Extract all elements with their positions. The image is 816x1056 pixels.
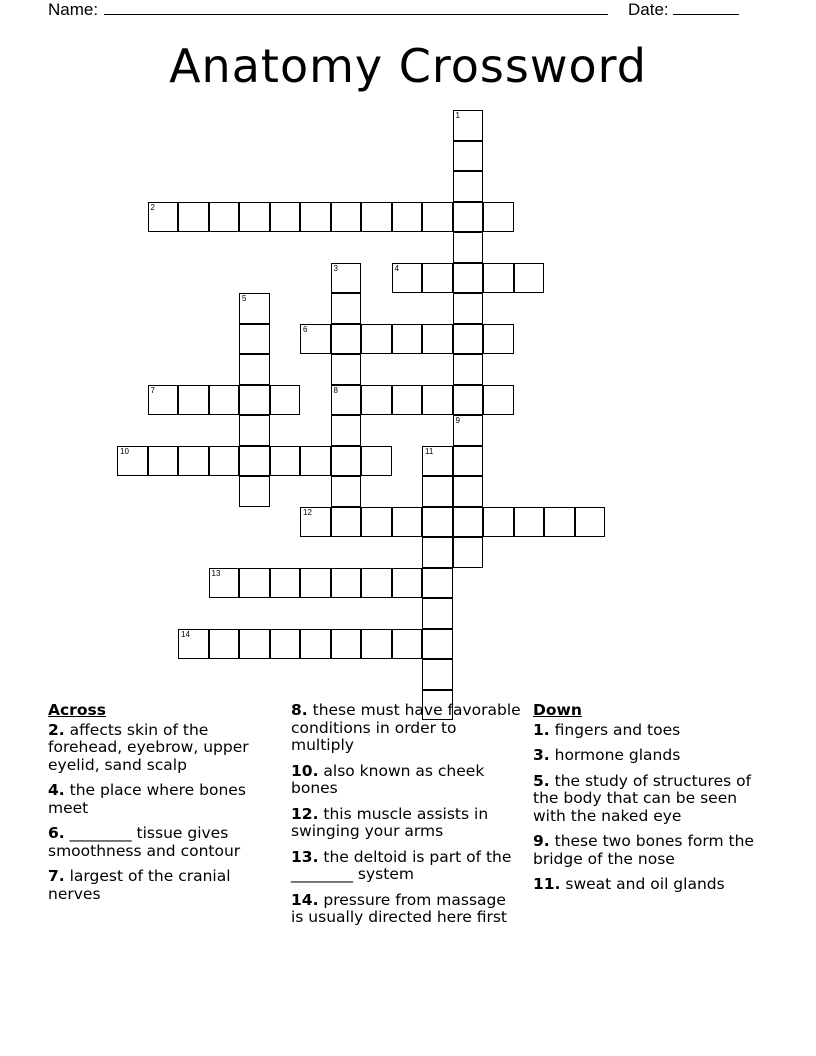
crossword-cell[interactable] xyxy=(392,263,423,294)
crossword-cell[interactable] xyxy=(392,324,423,355)
clue-item-number: 11. xyxy=(533,875,561,893)
clue-number: 7 xyxy=(150,385,155,395)
clue-item xyxy=(48,868,270,903)
clue-item-text: fingers and toes xyxy=(549,720,681,739)
crossword-cell[interactable] xyxy=(422,385,453,416)
clue-number: 11 xyxy=(425,446,434,456)
name-label: Name: xyxy=(48,0,99,19)
crossword-cell[interactable] xyxy=(209,446,240,477)
crossword-cell[interactable] xyxy=(392,568,423,599)
crossword-cell[interactable] xyxy=(453,446,484,477)
clue-item-text: also known as cheek bones xyxy=(291,761,485,797)
crossword-cell[interactable] xyxy=(392,629,423,660)
crossword-cell[interactable] xyxy=(453,263,484,294)
crossword-cell[interactable] xyxy=(300,629,331,660)
crossword-cell[interactable] xyxy=(239,629,270,660)
clue-item-text: these must have favorable conditions in order to multiply xyxy=(291,701,521,754)
crossword-cell[interactable] xyxy=(239,293,270,324)
crossword-cell[interactable] xyxy=(361,629,392,660)
crossword-cell[interactable] xyxy=(453,537,484,568)
clue-item-text: sweat and oil glands xyxy=(560,875,725,893)
clue-item-number: 13. xyxy=(291,847,319,866)
clue-number: 2 xyxy=(150,202,155,212)
crossword-cell[interactable] xyxy=(239,476,270,507)
crossword-cell[interactable] xyxy=(422,507,453,538)
clue-item-text: largest of the cranial nerves xyxy=(48,867,231,903)
crossword-cell[interactable] xyxy=(453,141,484,172)
crossword-cell[interactable] xyxy=(483,324,514,355)
crossword-cell[interactable] xyxy=(544,507,575,538)
crossword-cell[interactable] xyxy=(575,507,606,538)
crossword-cell[interactable] xyxy=(422,202,453,233)
clue-number: 9 xyxy=(455,416,460,425)
crossword-cell[interactable] xyxy=(483,263,514,294)
page-title: Anatomy Crossword xyxy=(169,39,647,93)
crossword-cell[interactable] xyxy=(483,385,514,416)
crossword-cell[interactable] xyxy=(331,568,362,599)
clue-item xyxy=(48,722,270,775)
crossword-cell[interactable] xyxy=(239,415,270,446)
clue-item-text: affects skin of the forehead, eyebrow, upper eyelid, sand scalp xyxy=(48,720,249,774)
down-heading: Down xyxy=(533,701,582,719)
crossword-cell[interactable] xyxy=(392,385,423,416)
crossword-cell[interactable] xyxy=(453,354,484,385)
crossword-cell[interactable] xyxy=(453,171,484,202)
clue-item-number: 9. xyxy=(533,832,550,850)
clue-item-number: 5. xyxy=(533,771,550,790)
clue-number: 13 xyxy=(211,568,221,578)
crossword-cell[interactable] xyxy=(453,324,484,355)
crossword-cell[interactable] xyxy=(422,629,453,660)
crossword-cell[interactable] xyxy=(514,263,545,294)
crossword-cell[interactable] xyxy=(331,446,362,477)
down-clues-column xyxy=(533,702,773,902)
crossword-cell[interactable] xyxy=(453,507,484,538)
across-clues-column-continued xyxy=(291,702,523,935)
crossword-cell[interactable] xyxy=(453,385,484,416)
clue-item-number: 2. xyxy=(48,720,65,739)
clue-item-number: 10. xyxy=(291,761,319,780)
crossword-cell[interactable] xyxy=(300,324,331,355)
crossword-cell[interactable] xyxy=(422,476,453,507)
crossword-cell[interactable] xyxy=(453,202,484,233)
crossword-cell[interactable] xyxy=(300,446,331,477)
crossword-cell[interactable] xyxy=(209,568,240,599)
crossword-cell[interactable] xyxy=(148,446,179,477)
crossword-cell[interactable] xyxy=(331,354,362,385)
crossword-cell[interactable] xyxy=(361,507,392,538)
crossword-cell[interactable] xyxy=(239,568,270,599)
clue-item xyxy=(48,782,270,817)
crossword-cell[interactable] xyxy=(239,324,270,355)
crossword-cell[interactable] xyxy=(361,446,392,477)
crossword-cell[interactable] xyxy=(361,202,392,233)
crossword-cell[interactable] xyxy=(453,415,484,446)
clue-item xyxy=(533,747,773,765)
clue-item xyxy=(291,849,523,884)
crossword-cell[interactable] xyxy=(331,293,362,324)
clue-item xyxy=(291,806,523,841)
crossword-cell[interactable] xyxy=(270,202,301,233)
clue-item-number: 4. xyxy=(48,781,65,799)
crossword-cell[interactable] xyxy=(209,629,240,660)
date-label: Date: xyxy=(628,0,669,19)
clue-number: 3 xyxy=(333,263,338,273)
clue-item-text: hormone glands xyxy=(549,746,681,764)
clue-number: 5 xyxy=(242,294,247,303)
crossword-cell[interactable] xyxy=(422,324,453,355)
crossword-cell[interactable] xyxy=(392,202,423,233)
crossword-cell[interactable] xyxy=(361,568,392,599)
crossword-cell[interactable] xyxy=(331,476,362,507)
clue-number: 14 xyxy=(181,629,190,639)
crossword-cell[interactable] xyxy=(361,324,392,355)
clue-item-text: the study of structures of the body that can be seen with the naked eye xyxy=(533,771,752,825)
clue-item-text: these two bones form the bridge of the nose xyxy=(533,832,754,868)
crossword-cell[interactable] xyxy=(453,232,484,263)
clue-item xyxy=(291,763,523,798)
clue-number: 4 xyxy=(394,263,399,273)
crossword-cell[interactable] xyxy=(331,629,362,660)
clue-item-text: the deltoid is part of the ________ system xyxy=(291,847,512,883)
crossword-cell[interactable] xyxy=(209,202,240,233)
crossword-cell[interactable] xyxy=(300,568,331,599)
clue-item xyxy=(291,892,523,927)
clue-item-text: this muscle assists in swinging your arms xyxy=(291,804,489,840)
crossword-cell[interactable] xyxy=(331,415,362,446)
crossword-cell[interactable] xyxy=(178,385,209,416)
crossword-cell[interactable] xyxy=(422,263,453,294)
crossword-cell[interactable] xyxy=(239,446,270,477)
crossword-cell[interactable] xyxy=(361,385,392,416)
crossword-cell[interactable] xyxy=(422,659,453,690)
crossword-cell[interactable] xyxy=(453,293,484,324)
crossword-cell[interactable] xyxy=(392,507,423,538)
crossword-cell[interactable] xyxy=(117,446,148,477)
crossword-cell[interactable] xyxy=(239,354,270,385)
crossword-cell[interactable] xyxy=(300,202,331,233)
crossword-cell[interactable] xyxy=(270,629,301,660)
crossword-cell[interactable] xyxy=(148,202,179,233)
clue-item xyxy=(533,876,773,894)
crossword-cell[interactable] xyxy=(270,385,301,416)
clue-item xyxy=(533,722,773,740)
crossword-cell[interactable] xyxy=(300,507,331,538)
crossword-cell[interactable] xyxy=(453,476,484,507)
crossword-cell[interactable] xyxy=(483,507,514,538)
crossword-cell[interactable] xyxy=(148,385,179,416)
crossword-cell[interactable] xyxy=(270,446,301,477)
crossword-cell[interactable] xyxy=(422,446,453,477)
clue-item-text: pressure from massage is usually directed here first xyxy=(291,890,508,926)
crossword-cell[interactable] xyxy=(178,202,209,233)
crossword-cell[interactable] xyxy=(514,507,545,538)
crossword-cell[interactable] xyxy=(331,507,362,538)
clue-number: 8 xyxy=(333,385,338,395)
crossword-cell[interactable] xyxy=(270,568,301,599)
clue-item xyxy=(533,773,773,826)
clue-item-text: ________ tissue gives smoothness and contour xyxy=(48,824,241,860)
clue-item-text: the place where bones meet xyxy=(48,781,246,817)
clue-item xyxy=(291,702,523,755)
crossword-cell[interactable] xyxy=(331,263,362,294)
crossword-cell[interactable] xyxy=(483,202,514,233)
crossword-cell[interactable] xyxy=(331,385,362,416)
clue-item-number: 8. xyxy=(291,701,308,719)
clue-item-number: 1. xyxy=(533,720,550,739)
clue-number: 1 xyxy=(455,111,460,120)
clue-item-number: 3. xyxy=(533,746,550,764)
clue-item-number: 7. xyxy=(48,867,65,885)
crossword-cell[interactable] xyxy=(422,598,453,629)
crossword-cell[interactable] xyxy=(239,385,270,416)
crossword-cell[interactable] xyxy=(178,629,209,660)
crossword-cell[interactable] xyxy=(422,537,453,568)
crossword-cell[interactable] xyxy=(239,202,270,233)
crossword-cell[interactable] xyxy=(331,324,362,355)
crossword-cell[interactable] xyxy=(453,110,484,141)
clue-item-number: 14. xyxy=(291,890,319,909)
across-heading: Across xyxy=(48,701,106,719)
clue-item xyxy=(48,825,270,860)
crossword-cell[interactable] xyxy=(331,202,362,233)
clue-number: 6 xyxy=(303,324,308,334)
clue-item xyxy=(533,833,773,868)
clue-item-number: 12. xyxy=(291,804,319,823)
crossword-cell[interactable] xyxy=(209,385,240,416)
clue-item-number: 6. xyxy=(48,824,65,842)
crossword-cell[interactable] xyxy=(422,568,453,599)
crossword-cell[interactable] xyxy=(178,446,209,477)
across-clues-column xyxy=(48,702,270,911)
clue-number: 10 xyxy=(120,446,129,456)
clue-number: 12 xyxy=(303,507,312,517)
